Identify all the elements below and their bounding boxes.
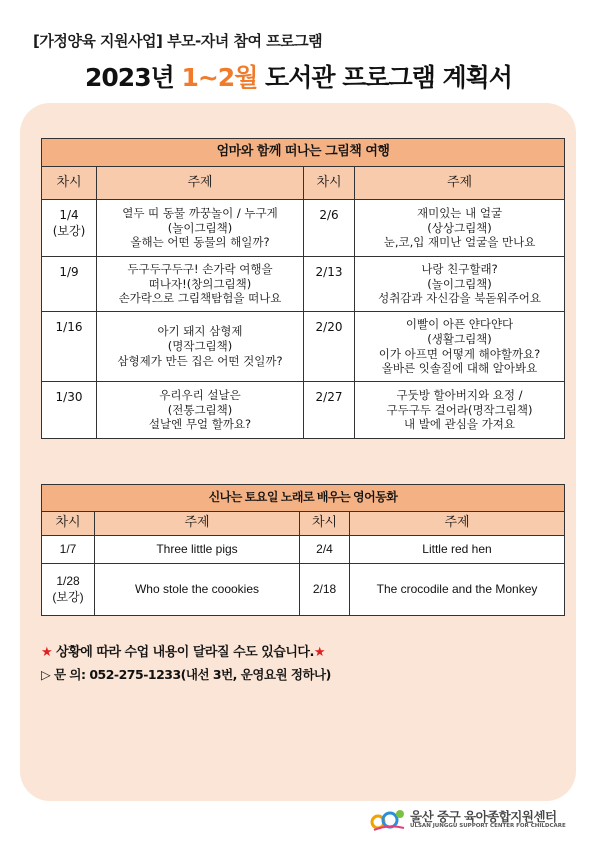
- session-cell: [304, 200, 355, 257]
- topic-line: (상상그림책): [427, 220, 492, 235]
- table-row: [42, 312, 565, 382]
- session-date: 2/13: [315, 265, 343, 279]
- session-cell: [42, 536, 95, 564]
- session-date: (보강): [52, 223, 86, 238]
- session-date: 2/6: [319, 208, 339, 222]
- table-caption: 신나는 토요일 노래로 배우는 영어동화: [42, 485, 565, 512]
- topic-line: 올바른 잇솔질에 대해 알아봐요: [381, 361, 538, 376]
- schedule-change-notice: [41, 641, 325, 660]
- session-cell: [300, 536, 350, 564]
- session-date: 1/30: [55, 390, 83, 404]
- topic-line: 재미있는 내 얼굴: [416, 205, 503, 220]
- topic-line: 두구두구두구! 손가락 여행을: [127, 261, 273, 276]
- column-header: 차시: [304, 167, 355, 200]
- column-header: 차시: [42, 167, 97, 200]
- childcare-center-logo-icon: [370, 806, 406, 832]
- table-row: [42, 564, 565, 616]
- column-header: 차시: [300, 512, 350, 536]
- session-cell: [304, 312, 355, 382]
- topic-line: 손가락으로 그림책탐험을 떠나요: [118, 291, 282, 306]
- topic-line: The crocodile and the Monkey: [376, 581, 538, 596]
- topic-line: 올해는 어떤 동물의 해일까?: [130, 235, 270, 250]
- topic-line: (생활그림책): [427, 331, 492, 346]
- session-date: 2/27: [315, 390, 343, 404]
- table-row: [42, 382, 565, 439]
- topic-line: 나랑 친구할래?: [421, 261, 498, 276]
- session-date: 1/9: [59, 265, 79, 279]
- org-name: 울산 중구 육아종합지원센터: [410, 809, 557, 824]
- star-icon: ★: [313, 645, 326, 660]
- org-name-english: ULSAN JUNGGU SUPPORT CENTER FOR CHILDCARE: [410, 823, 566, 829]
- topic-line: 이빨이 아픈 얀다얀다: [405, 316, 514, 331]
- topic-line: 삼형제가 만든 집은 어떤 것일까?: [117, 353, 283, 368]
- session-date: 1/7: [59, 541, 77, 556]
- topic-cell: [97, 200, 304, 257]
- topic-line: 설날엔 무얼 할까요?: [148, 417, 252, 432]
- title-months: 1~2월: [181, 63, 258, 92]
- session-date: 1/28: [56, 573, 80, 588]
- topic-line: 구둣방 할아버지와 요정 /: [396, 387, 523, 402]
- topic-line: 눈,코,입 재미난 얼굴을 만나요: [383, 235, 536, 250]
- session-date: 1/4: [59, 208, 79, 222]
- topic-line: (놀이그림책): [427, 276, 492, 291]
- table-row: [42, 536, 565, 564]
- topic-cell: [355, 312, 565, 382]
- session-cell: [42, 200, 97, 257]
- topic-line: 이가 아프면 어떻게 해야할까요?: [378, 346, 541, 361]
- notice-text: 상황에 따라 수업 내용이 달라질 수도 있습니다.: [52, 645, 314, 660]
- session-cell: [42, 382, 97, 439]
- topic-line: 우리우리 설날은: [159, 387, 241, 402]
- session-cell: [42, 564, 95, 616]
- table-header-row: [42, 512, 565, 536]
- topic-line: (전통그림책): [167, 402, 233, 417]
- topic-line: (명작그림책): [167, 339, 233, 354]
- topic-cell: [95, 536, 300, 564]
- table-row: [42, 200, 565, 257]
- topic-cell: [355, 200, 565, 257]
- topic-line: Three little pigs: [156, 541, 238, 556]
- session-date: 2/18: [312, 581, 337, 596]
- column-header: 주제: [97, 167, 304, 200]
- session-date: 2/20: [315, 320, 343, 334]
- session-cell: [304, 257, 355, 312]
- topic-line: 구두구두 걸어라(명작그림책): [386, 402, 533, 417]
- star-icon: ★: [41, 645, 53, 660]
- topic-line: Little red hen: [422, 541, 492, 556]
- topic-line: 열두 띠 동물 까꿍놀이 / 누구게: [122, 205, 278, 220]
- picture-book-schedule-table: [41, 138, 565, 439]
- topic-cell: [95, 564, 300, 616]
- column-header: 차시: [42, 512, 95, 536]
- page-title: [0, 58, 597, 94]
- title-year: 2023년: [85, 63, 182, 92]
- topic-line: (놀이그림책): [167, 220, 233, 235]
- table-caption: 엄마와 함께 떠나는 그림책 여행: [42, 139, 565, 167]
- topic-cell: [97, 312, 304, 382]
- title-suffix: 도서관 프로그램 계획서: [257, 63, 512, 92]
- english-story-schedule-table: [41, 484, 565, 616]
- topic-cell: [350, 536, 565, 564]
- table-header-row: [42, 167, 565, 200]
- session-cell: [300, 564, 350, 616]
- topic-line: Who stole the coookies: [134, 581, 260, 596]
- topic-line: 아기 돼지 삼형제: [157, 324, 243, 339]
- session-cell: [42, 257, 97, 312]
- program-subtitle: [가정양육 지원사업] 부모-자녀 참여 프로그램: [33, 32, 323, 50]
- session-date: 2/4: [316, 541, 333, 556]
- column-header: 주제: [350, 512, 565, 536]
- topic-cell: [97, 257, 304, 312]
- column-header: 주제: [95, 512, 300, 536]
- topic-cell: [355, 382, 565, 439]
- topic-cell: [350, 564, 565, 616]
- session-date: 1/16: [55, 320, 83, 334]
- topic-line: 떠나자!(창의그림책): [148, 276, 252, 291]
- contact-info: ▷ 문 의: 052-275-1233(내선 3번, 운영요원 정하나): [41, 667, 331, 682]
- session-date: (보강): [52, 589, 84, 604]
- topic-line: 성취감과 자신감을 북돋워주어요: [378, 291, 541, 306]
- topic-cell: [97, 382, 304, 439]
- table-row: [42, 257, 565, 312]
- session-cell: [42, 312, 97, 382]
- topic-line: 내 발에 관심을 가져요: [404, 417, 515, 432]
- column-header: 주제: [355, 167, 565, 200]
- session-cell: [304, 382, 355, 439]
- topic-cell: [355, 257, 565, 312]
